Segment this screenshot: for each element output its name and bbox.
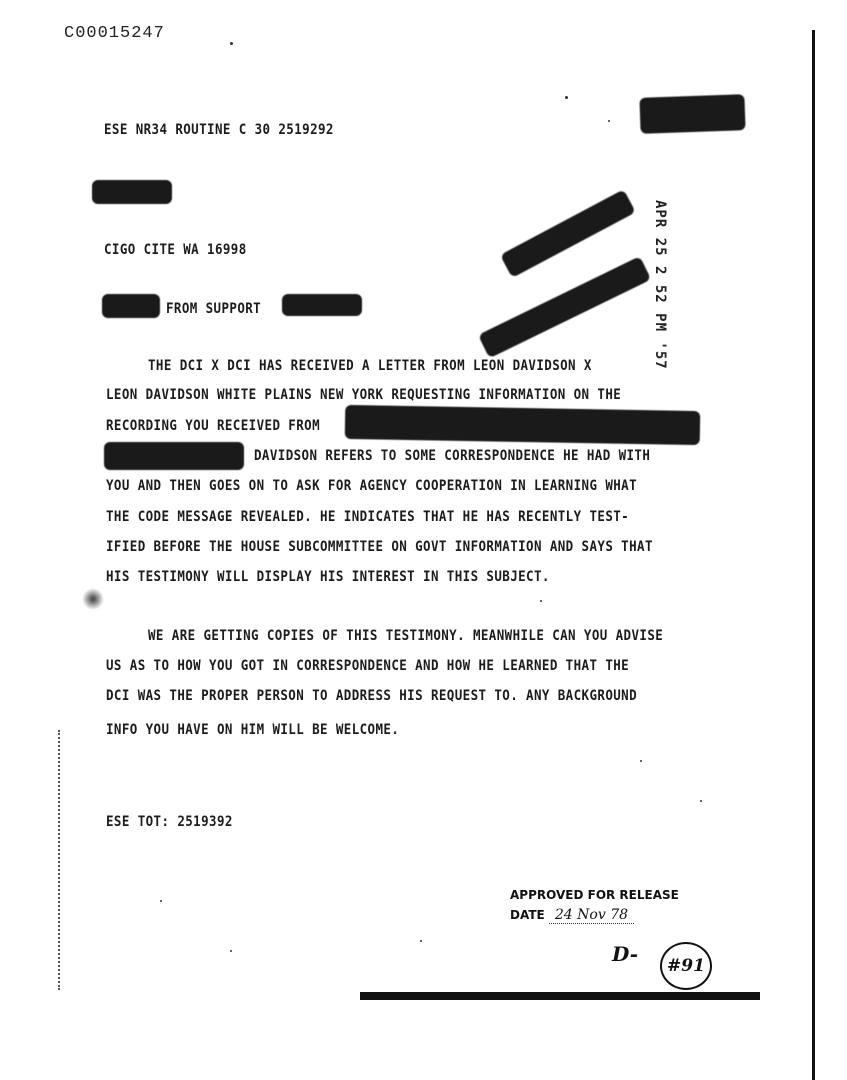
handwritten-mark: D- bbox=[612, 942, 639, 966]
received-stamp: APR 25 2 52 PM '57 bbox=[652, 200, 668, 370]
circled-number bbox=[660, 942, 712, 990]
body-line: WE ARE GETTING COPIES OF THIS TESTIMONY. MEANWHILE CAN YOU ADVISE bbox=[148, 626, 664, 644]
scan-speck bbox=[230, 42, 233, 45]
body-line: INFO YOU HAVE ON HIM WILL BE WELCOME. bbox=[106, 720, 400, 738]
routing-line: CIGO CITE WA 16998 bbox=[104, 240, 247, 258]
redaction-block bbox=[345, 405, 701, 445]
circled-number-text: #91 bbox=[667, 956, 705, 976]
scan-speck bbox=[230, 950, 232, 952]
page-edge-line bbox=[812, 30, 815, 1080]
document-id: C00015247 bbox=[64, 24, 165, 43]
body-line: HIS TESTIMONY WILL DISPLAY HIS INTEREST IN THIS SUBJECT. bbox=[106, 567, 550, 585]
redaction-block bbox=[478, 256, 651, 358]
scan-speck bbox=[540, 600, 542, 602]
body-line: DCI WAS THE PROPER PERSON TO ADDRESS HIS REQUEST TO. ANY BACKGROUND bbox=[106, 686, 638, 704]
left-margin-dots bbox=[58, 730, 62, 990]
body-line: US AS TO HOW YOU GOT IN CORRESPONDENCE AND HOW HE LEARNED THAT THE bbox=[106, 656, 630, 674]
release-stamp bbox=[510, 885, 679, 925]
scan-speck bbox=[700, 800, 702, 802]
redaction-block bbox=[104, 442, 244, 470]
redaction-block bbox=[92, 180, 172, 204]
approved-label: APPROVED FOR RELEASE bbox=[510, 888, 679, 902]
date-value: 24 Nov 78 bbox=[549, 907, 634, 924]
from-line: FROM SUPPORT bbox=[166, 299, 262, 317]
redaction-block bbox=[500, 189, 636, 278]
redaction-block bbox=[639, 94, 745, 134]
redaction-block bbox=[102, 294, 160, 318]
body-line: RECORDING YOU RECEIVED FROM bbox=[106, 416, 320, 434]
scan-smudge bbox=[82, 588, 104, 610]
date-label: DATE bbox=[510, 908, 545, 922]
header-line: ESE NR34 ROUTINE C 30 2519292 bbox=[104, 120, 334, 138]
release-date-row bbox=[510, 905, 679, 925]
scan-speck bbox=[640, 760, 642, 762]
redaction-block bbox=[282, 294, 362, 316]
body-line: LEON DAVIDSON WHITE PLAINS NEW YORK REQUESTING INFORMATION ON THE bbox=[106, 385, 622, 403]
scan-speck bbox=[565, 96, 568, 99]
page-bottom-bar bbox=[360, 992, 760, 1000]
scan-speck bbox=[420, 940, 422, 942]
body-line: THE DCI X DCI HAS RECEIVED A LETTER FROM LEON DAVIDSON X bbox=[148, 356, 592, 374]
body-line: YOU AND THEN GOES ON TO ASK FOR AGENCY COOPERATION IN LEARNING WHAT bbox=[106, 476, 638, 494]
scan-speck bbox=[160, 900, 162, 902]
body-line: DAVIDSON REFERS TO SOME CORRESPONDENCE HE HAD WITH bbox=[254, 446, 651, 464]
body-line: IFIED BEFORE THE HOUSE SUBCOMMITTEE ON GOVT INFORMATION AND SAYS THAT bbox=[106, 537, 653, 555]
body-line: THE CODE MESSAGE REVEALED. HE INDICATES THAT HE HAS RECENTLY TEST- bbox=[106, 507, 630, 525]
scan-speck bbox=[608, 120, 610, 122]
end-line: ESE TOT: 2519392 bbox=[106, 812, 233, 830]
